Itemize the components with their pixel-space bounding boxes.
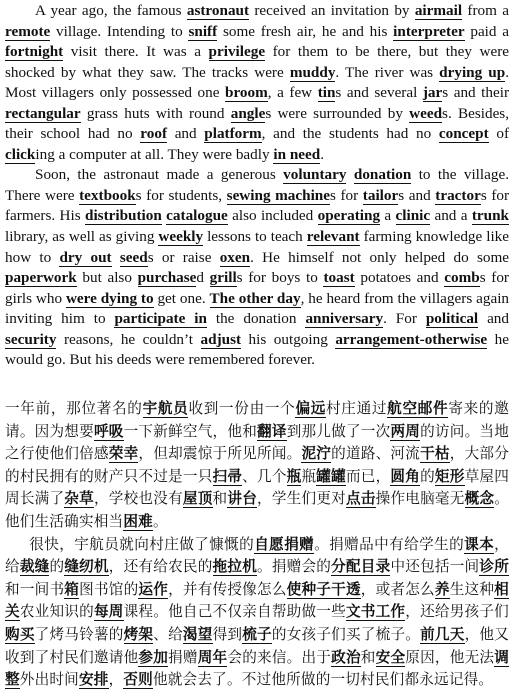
vocabulary-term: 安全 [375, 648, 406, 666]
vocabulary-term: oxen [219, 248, 251, 266]
vocabulary-term: sniff [188, 22, 218, 40]
vocabulary-term: 购买 [5, 625, 35, 643]
vocabulary-term: broom [225, 84, 268, 102]
chinese-paragraph-1-text: 一年前，那位著名的宇航员收到一份由一个偏远村庄通过航空邮件寄来的邀请。因为想要呼吸一下新鲜空气，他和翻译到那儿做了一次两周的访问。当地之行使他们倍感荣幸，但却震惊于所见所闻。泥泞的道路、河流干枯，大部分的村民拥有的财产只不过是一只扫帚、几个瓶瓶罐罐而已，圆角的矩形草屋四周长满了杂草，学校也没有屋顶和讲台，学生们更对点击操作电脑毫无概念。他们生活确实相当困难。 [5, 400, 510, 530]
vocabulary-term: 罐罐 [316, 467, 346, 485]
vocabulary-term: click [5, 145, 36, 163]
vocabulary-term: 呼吸 [93, 422, 124, 440]
vocabulary-term: 每周 [93, 603, 124, 621]
vocabulary-term: security [5, 330, 57, 348]
english-paragraph-1 [5, 1, 509, 165]
vocabulary-term: in need [273, 145, 321, 163]
vocabulary-term: dry out [59, 248, 112, 266]
vocabulary-term: 讲台 [227, 490, 258, 508]
vocabulary-term: 缝纫机 [64, 558, 109, 576]
vocabulary-term: political [425, 310, 479, 328]
vocabulary-term: sewing machine [226, 186, 330, 204]
vocabulary-term: toast [323, 269, 355, 287]
vocabulary-term: muddy [289, 63, 336, 81]
vocabulary-term: fortnight [5, 43, 64, 61]
chinese-passage [5, 398, 509, 692]
vocabulary-term: 文书工作 [345, 603, 406, 621]
vocabulary-term: 箱 [64, 580, 80, 598]
vocabulary-term: participate in [114, 310, 207, 328]
vocabulary-term: 安排 [78, 671, 109, 689]
vocabulary-term: 周年 [197, 648, 228, 666]
vocabulary-term: purchase [137, 269, 197, 287]
vocabulary-term: 前几天 [420, 625, 465, 643]
english-paragraph-2-text: Soon, the astronaut made a generous voluntary donation to the village. There were textbooks for students, sewing machines for tailors and tractors for farmers. His distribution catalogue also included operating a clinic and a trunk library, as well as giving weekly lessons to teach relevant farming knowledge like how to dry out seeds or raise oxen. He himself not only helped do some paperwork but also purchased grills for boys to toast potatoes and combs for girls who were dying to get one. The other day, he heard from the villagers again inviting him to participate in the donation anniversary. For political and security reasons, he couldn’t adjust his outgoing arrangement-otherwise he would go. But his deeds were remembered forever. [5, 166, 510, 369]
vocabulary-term: roof [140, 125, 168, 143]
vocabulary-term: 屋顶 [182, 490, 213, 508]
vocabulary-term: 自愿 [254, 535, 285, 553]
vocabulary-term: concept [438, 125, 489, 143]
vocabulary-term: 两周 [390, 422, 421, 440]
vocabulary-term: interpreter [393, 22, 465, 40]
vocabulary-term: 梳子 [242, 625, 272, 643]
english-paragraph-1-text: A year ago, the famous astronaut received an invitation by airmail from a remote village. Intending to sniff some fresh air, he and his interpreter paid a fortnight visit there. It was a privilege for them to be there, but they were shocked by what they saw. The tracks were muddy. The river was drying up. Most villagers only possessed one broom, a few tins and several jars and their rectangular grass huts with round angles were surrounded by weeds. Besides, their school had no roof and platform, and the students had no concept of clicking a computer at all. They were badly in need. [5, 2, 510, 163]
vocabulary-term: 诊所 [479, 558, 509, 576]
vocabulary-term: 养 [434, 580, 450, 598]
vocabulary-term: 困难 [123, 512, 153, 530]
vocabulary-term: arrangement-otherwise [335, 330, 488, 348]
chinese-paragraph-1 [5, 398, 509, 534]
vocabulary-term: 相关 [5, 580, 509, 621]
vocabulary-term: clinic [395, 207, 431, 225]
vocabulary-term: 分配目录 [331, 558, 391, 576]
chinese-paragraph-2 [5, 534, 509, 692]
vocabulary-term: 干枯 [420, 445, 450, 463]
vocabulary-term: grill [209, 269, 237, 287]
vocabulary-term: 荣幸 [108, 445, 139, 463]
vocabulary-term: weekly [158, 228, 204, 246]
vocabulary-term: relevant [306, 228, 360, 246]
english-paragraph-2 [5, 165, 509, 370]
vocabulary-term: 泥泞 [301, 445, 332, 463]
vocabulary-term: 参加 [138, 648, 169, 666]
vocabulary-term: jar [422, 84, 443, 102]
vocabulary-term: 烤架 [123, 625, 154, 643]
vocabulary-term: anniversary [305, 310, 384, 328]
vocabulary-term: paperwork [5, 269, 77, 287]
vocabulary-term: textbook [79, 186, 136, 204]
vocabulary-term: privilege [208, 43, 266, 61]
vocabulary-term: 拖拉机 [212, 558, 258, 576]
vocabulary-term: 使种子干透 [286, 580, 361, 598]
vocabulary-term: catalogue [166, 207, 228, 225]
vocabulary-term: tin [317, 84, 336, 102]
vocabulary-term: 翻译 [257, 422, 287, 440]
vocabulary-term: angle [230, 104, 266, 122]
vocabulary-term: 圆角 [390, 467, 421, 485]
vocabulary-term: 杂草 [64, 490, 94, 508]
vocabulary-term: 矩形 [434, 467, 465, 485]
vocabulary-term: 扫帚 [212, 467, 243, 485]
vocabulary-term: tailor [362, 186, 399, 204]
vocabulary-term: airmail [414, 2, 463, 19]
vocabulary-term: 否则 [123, 671, 153, 689]
vocabulary-term: rectangular [5, 104, 81, 122]
vocabulary-term: 裁缝 [19, 558, 50, 576]
vocabulary-term: weed [409, 104, 443, 122]
vocabulary-term: tractor [435, 186, 481, 204]
vocabulary-term: astronaut [186, 2, 250, 19]
vocabulary-term: 调整 [5, 648, 510, 689]
vocabulary-term: 课本 [464, 535, 495, 553]
vocabulary-term: 渴望 [182, 625, 213, 643]
vocabulary-term: were dying to [65, 289, 154, 307]
vocabulary-term: 点击 [345, 490, 376, 508]
vocabulary-term: 宇航员 [142, 400, 189, 417]
chinese-paragraph-2-text: 很快，宇航员就向村庄做了慷慨的自愿捐赠。捐赠品中有给学生的课本，给裁缝的缝纫机，还有给农民的拖拉机。捐赠会的分配目录中还包括一间诊所和一间书箱图书馆的运作，并有传授像怎么使种子干透，或者怎么养生这种相关农业知识的每周课程。他自己不仅亲自帮助做一些文书工作，还给男孩子们购买了烤马铃薯的烤架、给渴望得到梳子的女孩子们买了梳子。前几天，他又收到了村民们邀请他参加捐赠周年会的来信。出于政治和安全原因，他无法调整外出时间安排，否则他就会去了。不过他所做的一切村民们都永远记得。 [5, 535, 510, 689]
vocabulary-term: comb [444, 269, 480, 287]
vocabulary-term: 运作 [138, 580, 169, 598]
vocabulary-term: drying up [439, 63, 506, 81]
vocabulary-term: 航空邮件 [387, 400, 449, 417]
english-passage [5, 1, 509, 371]
vocabulary-term: operating [317, 207, 381, 225]
vocabulary-term: voluntary [283, 166, 347, 184]
vocabulary-term: 概念 [464, 490, 495, 508]
vocabulary-term: trunk [471, 207, 509, 225]
vocabulary-term: 捐赠 [284, 535, 315, 553]
vocabulary-term: remote [5, 22, 51, 40]
vocabulary-term: 政治 [331, 648, 361, 666]
vocabulary-term: platform [204, 125, 262, 143]
vocabulary-term: 瓶 [286, 467, 302, 485]
vocabulary-term: adjust [200, 330, 242, 348]
vocabulary-term: 偏远 [295, 400, 327, 417]
vocabulary-term: distribution [85, 207, 162, 225]
vocabulary-term: The other day [209, 289, 301, 307]
vocabulary-term: donation [353, 166, 412, 184]
vocabulary-term: seed [119, 248, 148, 266]
